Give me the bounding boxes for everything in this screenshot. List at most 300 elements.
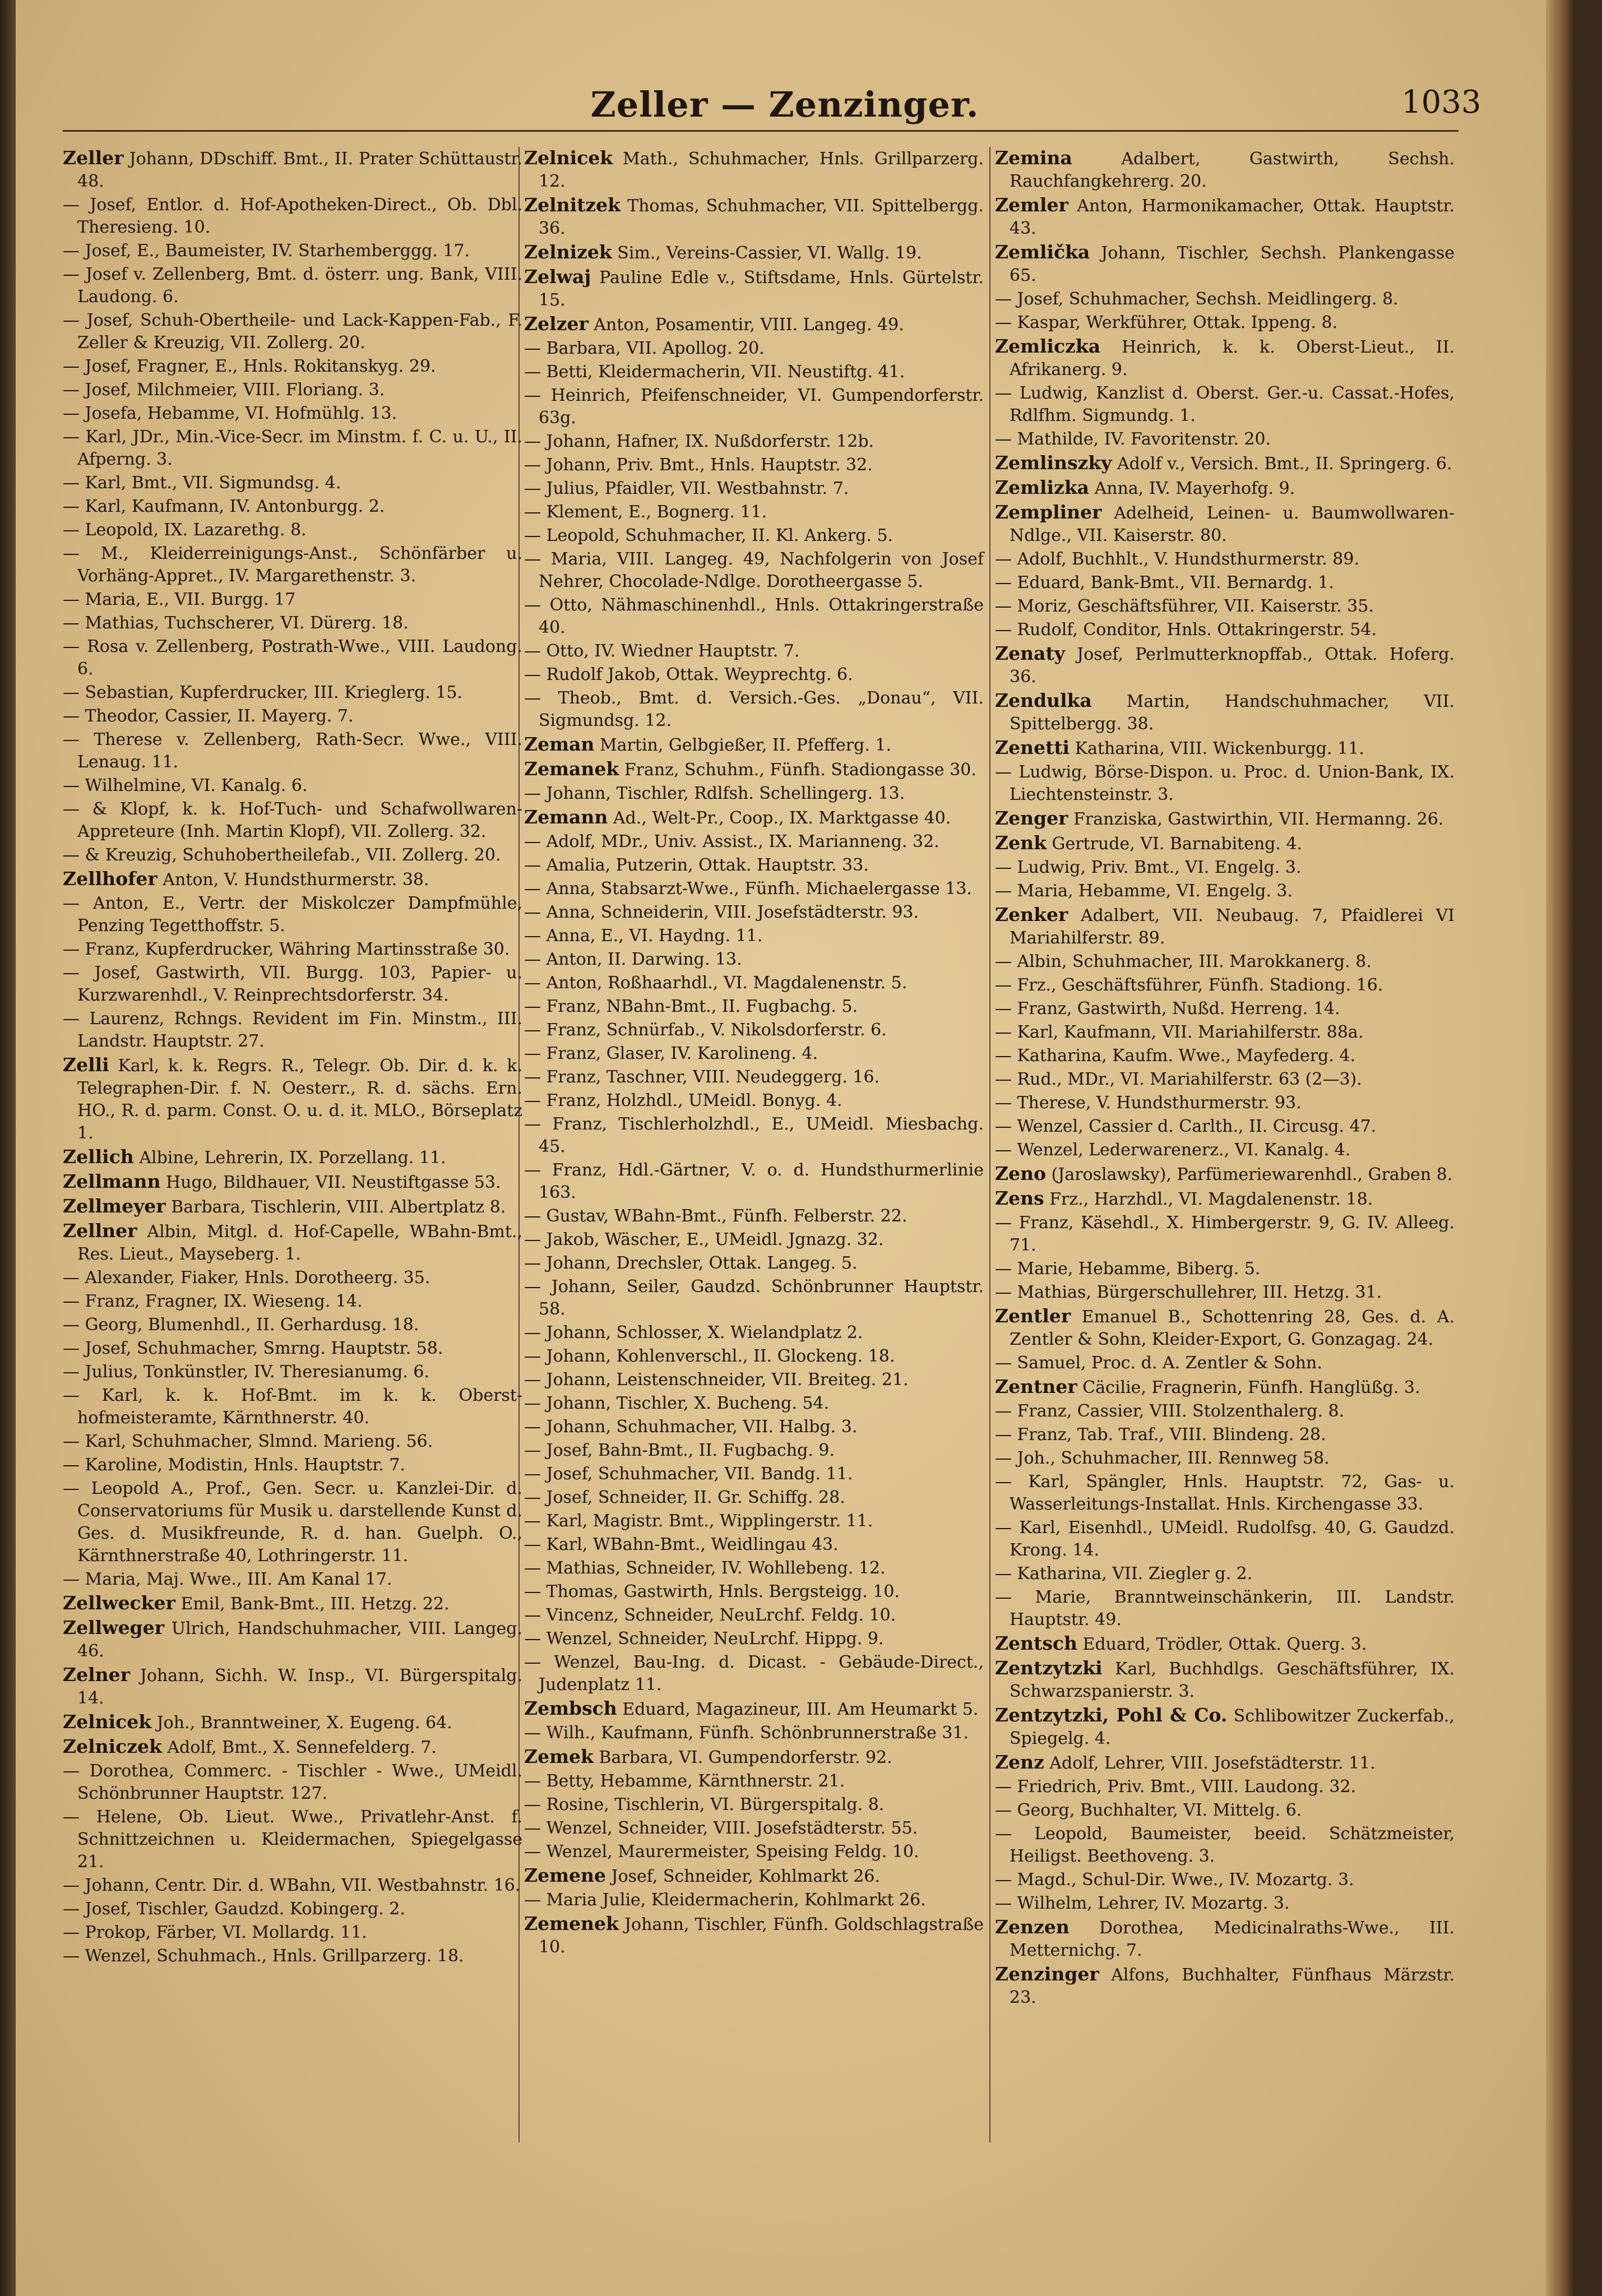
directory-entry (63, 402, 522, 425)
entry-text: — Anton, Roßhaarhdl., VI. Magdalenenstr. 5. (524, 973, 908, 993)
entry-text: — Johann, Schlosser, X. Wielandplatz 2. (524, 1323, 863, 1343)
entry-text: — Johann, Kohlenverschl., II. Glockeng. 18. (524, 1346, 895, 1366)
directory-entry (63, 1146, 522, 1169)
entry-text: — Ludwig, Priv. Bmt., VI. Engelg. 3. (995, 858, 1302, 877)
directory-entry (995, 1352, 1455, 1374)
directory-entry (63, 1568, 522, 1591)
entry-text: — Josef, E., Baumeister, IV. Starhemberggg. 17. (63, 241, 470, 261)
entry-text: — Franz, Taschner, VIII. Neudeggerg. 16. (524, 1067, 880, 1087)
directory-entry (995, 1632, 1455, 1656)
entry-surname: Zemek (524, 1746, 594, 1767)
entry-text: — Josef, Milchmeier, VIII. Floriang. 3. (63, 380, 385, 400)
entry-text: — Prokop, Färber, VI. Mollardg. 11. (63, 1923, 367, 1942)
entry-text: — Samuel, Proc. d. A. Zentler & Sohn. (995, 1353, 1322, 1373)
directory-entry (63, 263, 522, 308)
directory-entry (524, 266, 984, 312)
entry-surname: Zentner (995, 1376, 1077, 1397)
entry-text: — Josef, Schneider, II. Gr. Schiffg. 28. (524, 1488, 845, 1507)
entry-text: — Josef, Bahn-Bmt., II. Fugbachg. 9. (524, 1441, 835, 1460)
entry-surname: Zeno (995, 1163, 1047, 1184)
entry-text: — Thomas, Gastwirth, Hnls. Bergsteigg. 10. (524, 1582, 900, 1601)
entry-text: — Karl, Bmt., VII. Sigmundsg. 4. (63, 473, 341, 493)
entry-text: Johann, Tischler, Fünfh. Goldschlagstraße 10. (539, 1915, 984, 1957)
entry-text: — Johann, Leistenschneider, VII. Breiteg. 21. (524, 1370, 909, 1390)
directory-entry (524, 1770, 984, 1793)
entry-text: Albin, Mitgl. d. Hof-Capelle, WBahn-Bmt., Res. Lieut., Mayseberg. 1. (77, 1222, 522, 1264)
directory-entry (63, 682, 522, 704)
entry-text: — Julius, Pfaidler, VII. Westbahnstr. 7. (524, 479, 849, 498)
directory-entry (63, 147, 522, 193)
entry-text: — Ludwig, Börse-Dispon. u. Proc. d. Union-Bank, IX. Liechtensteinstr. 3. (995, 762, 1455, 804)
directory-entry (995, 619, 1455, 641)
entry-text: — Kaspar, Werkführer, Ottak. Ippeng. 8. (995, 313, 1338, 332)
entry-text: Josef, Schneider, Kohlmarkt 26. (611, 1867, 881, 1886)
entry-text: Josef, Perlmutterknopffab., Ottak. Hoferg. 36. (1010, 645, 1455, 687)
page-number: 1033 (1401, 84, 1481, 121)
directory-entry (524, 1651, 984, 1696)
directory-entry (63, 1922, 522, 1944)
directory-entry (524, 878, 984, 900)
entry-surname: Zemler (995, 194, 1068, 216)
directory-entry (995, 147, 1455, 193)
entry-text: Johann, Sichh. W. Insp., VI. Bürgerspitalg. 14. (77, 1666, 523, 1708)
entry-text: — Katharina, Kaufm. Wwe., Mayfederg. 4. (995, 1046, 1356, 1066)
directory-entry (524, 1841, 984, 1863)
entry-surname: Zenzen (995, 1916, 1069, 1938)
entry-text: — Helene, Ob. Lieut. Wwe., Privatlehr-Anst. f. Schnittzeichnen u. Kleidermachen, Spiegelgasse 21. (63, 1807, 522, 1872)
entry-text: — Leopold A., Prof., Gen. Secr. u. Kanzlei-Dir. d. Conservatoriums für Musik u. darstellende Kunst d. Ges. d. Musikfreunde, R. d. han. Guelph. O., Kärnthnerstraße 40, Lothringerstr. 11. (63, 1479, 522, 1566)
directory-entry (63, 1361, 522, 1383)
directory-entry (524, 194, 984, 240)
entry-surname: Zenk (995, 832, 1047, 854)
entry-text: Math., Schuhmacher, Hnls. Grillparzerg. 12. (539, 149, 984, 191)
entry-surname: Zentsch (995, 1632, 1077, 1654)
entry-surname: Zemann (524, 806, 608, 828)
directory-entry (524, 783, 984, 805)
directory-entry (524, 854, 984, 877)
entry-text: — Karoline, Modistin, Hnls. Hauptstr. 7. (63, 1455, 405, 1475)
entry-text: Martin, Gelbgießer, II. Pfefferg. 1. (599, 735, 892, 755)
directory-entry (524, 733, 984, 757)
directory-entry (63, 194, 522, 239)
entry-text: Albine, Lehrerin, IX. Porzellang. 11. (139, 1148, 446, 1168)
entry-text: — Joh., Schuhmacher, III. Rennweg 58. (995, 1448, 1330, 1468)
entry-text: — Friedrich, Priv. Bmt., VIII. Laudong. 32. (995, 1777, 1356, 1797)
entry-text: — Amalia, Putzerin, Ottak. Hauptstr. 33. (524, 855, 869, 875)
entry-text: — Mathilde, IV. Favoritenstr. 20. (995, 429, 1271, 449)
entry-text: — Franz, NBahn-Bmt., II. Fugbachg. 5. (524, 997, 858, 1016)
directory-entry (524, 1534, 984, 1556)
directory-entry (63, 962, 522, 1007)
directory-entry (524, 1322, 984, 1344)
entry-surname: Zelwaj (524, 266, 591, 288)
entry-surname: Zemlinszky (995, 452, 1112, 474)
entry-surname: Zellner (63, 1220, 137, 1242)
entry-text: — Josef, Gastwirth, VII. Burgg. 103, Papier- u. Kurzwarenhdl., V. Reinprechtsdorferstr. 34. (63, 963, 522, 1005)
entry-text: — Alexander, Fiaker, Hnls. Dorotheerg. 35. (63, 1268, 430, 1288)
entry-surname: Zentler (995, 1305, 1071, 1327)
entry-text: — Karl, JDr., Min.-Vice-Secr. im Minstm. f. C. u. U., II. Afperng. 3. (63, 427, 522, 469)
directory-entry (995, 1305, 1455, 1351)
entry-text: — Wilhelm, Lehrer, IV. Mozartg. 3. (995, 1894, 1290, 1913)
directory-entry (63, 1337, 522, 1360)
directory-entry (63, 309, 522, 354)
directory-entry (524, 241, 984, 265)
directory-entry (63, 1314, 522, 1336)
directory-entry (524, 1581, 984, 1603)
entry-text: Anton, V. Hundsthurmerstr. 38. (163, 870, 429, 890)
directory-entry (995, 880, 1455, 902)
directory-entry (524, 1019, 984, 1041)
entry-text: Adolf, Lehrer, VIII. Josefstädterstr. 11. (1049, 1753, 1376, 1773)
directory-entry (524, 948, 984, 971)
entry-text: — Josef, Tischler, Gaudzd. Kobingerg. 2. (63, 1899, 405, 1919)
entry-surname: Zenz (995, 1751, 1044, 1773)
entry-text: — Maria Julie, Kleidermacherin, Kohlmarkt 26. (524, 1890, 926, 1910)
page-edge (1546, 0, 1574, 2296)
entry-text: — Franz, Tab. Traf., VIII. Blindeng. 28. (995, 1425, 1326, 1445)
entry-text: — Karl, Kaufmann, VII. Mariahilferstr. 88a. (995, 1022, 1364, 1042)
directory-entry (995, 904, 1455, 950)
entry-text: — Gustav, WBahn-Bmt., Fünfh. Felberstr. 22. (524, 1206, 908, 1226)
entry-text: — Franz, Cassier, VIII. Stolzenthalerg. 8. (995, 1401, 1345, 1421)
directory-entry (995, 1447, 1455, 1470)
entry-surname: Zelner (63, 1664, 130, 1686)
entry-text: Adalbert, Gastwirth, Sechsh. Rauchfangkehrerg. 20. (1010, 149, 1455, 191)
directory-entry (524, 1229, 984, 1251)
directory-entry (524, 1205, 984, 1228)
entry-surname: Zeller (63, 147, 124, 169)
directory-entry (995, 1916, 1455, 1962)
directory-entry (524, 147, 984, 193)
entry-surname: Zellich (63, 1146, 134, 1168)
directory-entry (995, 312, 1455, 334)
entry-text: Dorothea, Medicinalraths-Wwe., III. Metternichg. 7. (1010, 1918, 1455, 1960)
entry-text: — Wenzel, Lederwarenerz., VI. Kanalg. 4. (995, 1140, 1351, 1160)
directory-entry (995, 1869, 1455, 1891)
entry-text: Ulrich, Handschuhmacher, VIII. Langeg. 46. (77, 1619, 523, 1661)
entry-text: — Theodor, Cassier, II. Mayerg. 7. (63, 706, 354, 726)
entry-text: — Klement, E., Bognerg. 11. (524, 502, 767, 522)
directory-entry (524, 1722, 984, 1744)
entry-text: — Wenzel, Schneider, VIII. Josefstädterstr. 55. (524, 1818, 918, 1838)
directory-entry (524, 972, 984, 994)
entry-text: — Rudolf Jakob, Ottak. Weyprechtg. 6. (524, 665, 853, 684)
entry-text: — Maria, Hebamme, VI. Engelg. 3. (995, 881, 1293, 901)
entry-text: — Theob., Bmt. d. Versich.-Ges. „Donau“, VII. Sigmundsg. 12. (524, 688, 984, 730)
entry-text: Karl, k. k. Regrs. R., Telegr. Ob. Dir. d. k. k. Telegraphen-Dir. f. N. Oesterr., R. d. sächs. Ern. HO., R. d. parm. Const. O. u. d. it. MLO., Börseplatz 1. (77, 1056, 522, 1143)
directory-entry (524, 548, 984, 593)
entry-text: Anton, Posamentir, VIII. Langeg. 49. (594, 315, 904, 335)
directory-entry (524, 925, 984, 947)
entry-text: Gertrude, VI. Barnabiteng. 4. (1052, 834, 1303, 854)
directory-entry (524, 1345, 984, 1368)
entry-text: Schlibowitzer Zuckerfab., Spiegelg. 4. (1010, 1706, 1455, 1748)
directory-entry (524, 1439, 984, 1462)
entry-text: — Laurenz, Rchngs. Revident im Fin. Minstm., III. Landstr. Hauptstr. 27. (63, 1009, 522, 1051)
directory-entry (524, 640, 984, 663)
directory-entry (63, 1760, 522, 1805)
entry-text: — Johann, Centr. Dir. d. WBahn, VII. Westbahnstr. 16. (63, 1876, 521, 1895)
entry-surname: Zelli (63, 1054, 109, 1076)
directory-entry (63, 1478, 522, 1567)
directory-entry (63, 1454, 522, 1476)
entry-text: — Frz., Geschäftsführer, Fünfh. Stadiong. 16. (995, 975, 1383, 995)
directory-entry (995, 998, 1455, 1020)
entry-surname: Zellhofer (63, 868, 158, 890)
directory-entry (995, 1212, 1455, 1257)
directory-entry (524, 664, 984, 686)
entry-text: — Otto, IV. Wiedner Hauptstr. 7. (524, 641, 800, 661)
directory-entry (63, 1267, 522, 1289)
directory-entry (524, 454, 984, 476)
directory-entry (63, 1898, 522, 1920)
entry-text: — Maria, VIII. Langeg. 49, Nachfolgerin von Josef Nehrer, Chocolade-Ndlge. Dorotheergasse 5. (524, 549, 984, 591)
entry-text: Pauline Edle v., Stiftsdame, Hnls. Gürtelstr. 15. (539, 268, 984, 310)
directory-entry (63, 1711, 522, 1734)
directory-entry (524, 478, 984, 500)
entry-text: Alfons, Buchhalter, Fünfhaus Märzstr. 23. (1010, 1965, 1455, 2007)
entry-text: — Katharina, VII. Ziegler g. 2. (995, 1564, 1253, 1584)
directory-entry (524, 1628, 984, 1650)
directory-entry (63, 844, 522, 867)
directory-entry (995, 1092, 1455, 1114)
entry-surname: Zellmeyer (63, 1195, 166, 1217)
entry-text: — Anna, Stabsarzt-Wwe., Fünfh. Michaelergasse 13. (524, 879, 972, 899)
entry-text: Joh., Branntweiner, X. Eugeng. 64. (156, 1713, 452, 1733)
entry-text: Eduard, Magazineur, III. Am Heumarkt 5. (622, 1700, 979, 1719)
directory-entry (524, 1746, 984, 1769)
entry-text: Emanuel B., Schottenring 28, Ges. d. A. Zentler & Sohn, Kleider-Export, G. Gonzagag. 24. (1010, 1307, 1455, 1349)
entry-text: — Georg, Buchhalter, VI. Mittelg. 6. (995, 1800, 1302, 1820)
entry-surname: Zentzytzki (995, 1657, 1103, 1679)
directory-entry (63, 240, 522, 262)
directory-entry (524, 430, 984, 453)
entry-text: — Johann, Tischler, X. Bucheng. 54. (524, 1394, 830, 1413)
entry-text: Martin, Handschuhmacher, VII. Spittelbergg. 38. (1010, 692, 1455, 734)
entry-text: — Moriz, Geschäftsführer, VII. Kaiserstr. 35. (995, 596, 1374, 616)
entry-text: Adolf, Bmt., X. Sennefelderg. 7. (167, 1738, 437, 1757)
entry-text: Emil, Bank-Bmt., III. Hetzg. 22. (180, 1594, 450, 1614)
directory-entry (63, 379, 522, 401)
directory-entry (524, 806, 984, 830)
entry-text: — Franz, Kupferdrucker, Währing Martinsstraße 30. (63, 939, 510, 959)
entry-text: — Franz, Schnürfab., V. Nikolsdorferstr. 6. (524, 1020, 887, 1040)
entry-text: — Johann, Drechsler, Ottak. Langeg. 5. (524, 1253, 858, 1273)
entry-text: — Maria, Maj. Wwe., III. Am Kanal 17. (63, 1570, 392, 1589)
entry-text: — Mathias, Tuchscherer, VI. Dürerg. 18. (63, 613, 409, 633)
directory-entry (63, 1008, 522, 1053)
entry-text: — Wenzel, Maurermeister, Speising Feldg. 10. (524, 1842, 919, 1862)
directory-entry (995, 1799, 1455, 1822)
directory-entry (524, 1416, 984, 1438)
directory-entry (995, 1657, 1455, 1703)
entry-text: — Betty, Hebamme, Kärnthnerstr. 21. (524, 1771, 845, 1791)
directory-entry (995, 1424, 1455, 1446)
entry-text: — Rudolf, Conditor, Hnls. Ottakringerstr. 54. (995, 620, 1377, 640)
entry-text: — Anna, E., VI. Haydng. 11. (524, 926, 763, 946)
directory-entry (995, 642, 1455, 688)
directory-entry (995, 1471, 1455, 1516)
entry-surname: Zelnizek (524, 241, 612, 263)
entry-text: — Vincenz, Schneider, NeuLrchf. Feldg. 10. (524, 1605, 896, 1625)
entry-text: — Karl, k. k. Hof-Bmt. im k. k. Oberst-hofmeisteramte, Kärnthnerstr. 40. (63, 1386, 522, 1428)
directory-entry (995, 857, 1455, 879)
directory-entry (524, 1604, 984, 1627)
entry-text: — Julius, Tonkünstler, IV. Theresianumg. 6. (63, 1362, 430, 1382)
entry-text: — Wenzel, Schuhmach., Hnls. Grillparzerg. 18. (63, 1946, 464, 1966)
entry-text: — Johann, Hafner, IX. Nußdorferstr. 12b. (524, 432, 874, 451)
directory-entry (63, 798, 522, 843)
column-2 (524, 147, 984, 1960)
directory-entry (524, 1276, 984, 1321)
entry-text: — & Kreuzig, Schuhobertheilefab., VII. Zollerg. 20. (63, 845, 501, 865)
entry-text: — Sebastian, Kupferdrucker, III. Krieglerg. 15. (63, 683, 463, 702)
entry-surname: Zellweger (63, 1617, 165, 1638)
directory-entry (995, 1563, 1455, 1585)
directory-entry (63, 1945, 522, 1968)
directory-entry (995, 1376, 1455, 1399)
entry-text: — Josef, Schuhmacher, Smrng. Hauptstr. 58. (63, 1339, 443, 1358)
directory-entry (995, 737, 1455, 760)
entry-text: — Karl, Magistr. Bmt., Wipplingerstr. 11. (524, 1511, 873, 1531)
directory-entry (524, 1463, 984, 1485)
directory-entry (524, 901, 984, 924)
entry-text: — Franz, Hdl.-Gärtner, V. o. d. Hundsthurmerlinie 163. (524, 1160, 984, 1202)
entry-surname: Zemene (524, 1864, 606, 1886)
directory-entry (524, 1487, 984, 1509)
directory-entry (63, 472, 522, 494)
entry-text: — Magd., Schul-Dir. Wwe., IV. Mozartg. 3. (995, 1870, 1354, 1890)
entry-text: — Karl, Schuhmacher, Slmnd. Marieng. 56. (63, 1432, 433, 1451)
directory-entry (63, 1592, 522, 1615)
entry-text: Barbara, VI. Gumpendorferstr. 92. (599, 1748, 892, 1767)
entry-surname: Zenker (995, 904, 1068, 925)
directory-entry (63, 1220, 522, 1266)
entry-text: Adalbert, VII. Neubaug. 7, Pfaidlerei VI Mariahilferstr. 89. (1010, 906, 1455, 948)
directory-entry (524, 1043, 984, 1065)
directory-entry (995, 1751, 1455, 1775)
entry-text: — Mathias, Bürgerschullehrer, III. Hetzg. 31. (995, 1283, 1382, 1302)
entry-surname: Zellmann (63, 1170, 161, 1192)
directory-entry (524, 1510, 984, 1533)
entry-surname: Zemina (995, 147, 1072, 169)
entry-surname: Zelnitzek (524, 194, 621, 216)
entry-surname: Zempliner (995, 501, 1102, 523)
directory-entry (995, 476, 1455, 500)
entry-text: — Franz, Tischlerholzhdl., E., UMeidl. Miesbachg. 45. (524, 1114, 984, 1156)
entry-text: — Franz, Fragner, IX. Wieseng. 14. (63, 1292, 363, 1311)
directory-entry (63, 775, 522, 797)
entry-text: — Leopold, IX. Lazarethg. 8. (63, 520, 307, 540)
directory-entry (63, 1806, 522, 1873)
entry-text: — Johann, Priv. Bmt., Hnls. Hauptstr. 32. (524, 455, 873, 475)
entry-surname: Zelniczek (63, 1735, 162, 1757)
entry-text: — Otto, Nähmaschinenhdl., Hnls. Ottakringerstraße 40. (524, 595, 984, 637)
directory-entry (995, 1963, 1455, 2009)
directory-entry (995, 1823, 1455, 1868)
entry-text: Anna, IV. Mayerhofg. 9. (1094, 479, 1295, 498)
directory-entry (995, 1187, 1455, 1211)
directory-entry (63, 1290, 522, 1313)
entry-text: Cäcilie, Fragnerin, Fünfh. Hanglüßg. 3. (1082, 1378, 1420, 1397)
directory-entry (995, 1400, 1455, 1423)
entry-text: (Jaroslawsky), Parfümeriewarenhdl., Graben 8. (1051, 1165, 1453, 1184)
header-rule (63, 130, 1459, 132)
directory-entry (524, 361, 984, 383)
directory-entry (995, 1517, 1455, 1562)
entry-text: Franz, Schuhm., Fünfh. Stadiongasse 30. (624, 760, 976, 780)
entry-text: — Rosa v. Zellenberg, Postrath-Wwe., VIII. Laudong. 6. (63, 637, 522, 679)
entry-text: — Josef, Entlor. d. Hof-Apotheken-Direct., Ob. Dbl. Theresieng. 10. (63, 195, 522, 237)
directory-entry (995, 288, 1455, 311)
directory-entry (63, 729, 522, 774)
directory-entry (524, 594, 984, 639)
entry-text: — Ludwig, Kanzlist d. Oberst. Ger.-u. Cassat.-Hofes, Rdlfhm. Sigmundg. 1. (995, 383, 1455, 425)
entry-surname: Zembsch (524, 1697, 617, 1719)
directory-entry (995, 428, 1455, 451)
directory-entry (524, 1913, 984, 1959)
entry-text: — Josef, Schuh-Obertheile- und Lack-Kappen-Fab., F. Zeller & Kreuzig, VII. Zollerg. 20. (63, 311, 522, 353)
directory-entry (995, 194, 1455, 240)
directory-entry (524, 1794, 984, 1816)
directory-entry (63, 892, 522, 937)
entry-text: Franziska, Gastwirthin, VII. Hermanng. 26. (1073, 809, 1444, 829)
directory-entry (524, 1066, 984, 1089)
directory-entry (524, 1113, 984, 1158)
entry-text: Katharina, VIII. Wickenburgg. 11. (1075, 739, 1364, 758)
directory-entry (995, 1281, 1455, 1304)
entry-surname: Zelnicek (63, 1711, 152, 1733)
entry-text: Adelheid, Leinen- u. Baumwollwaren-Ndlge., VII. Kaiserstr. 80. (1010, 503, 1455, 545)
entry-surname: Zenetti (995, 737, 1070, 758)
directory-entry (63, 1874, 522, 1897)
directory-entry (995, 807, 1455, 831)
directory-entry (995, 1586, 1455, 1631)
directory-entry (63, 612, 522, 635)
entry-text: — Franz, Käsehdl., X. Himbergerstr. 9, G. IV. Alleeg. 71. (995, 1213, 1455, 1255)
directory-entry (995, 689, 1455, 735)
directory-entry (995, 1045, 1455, 1067)
directory-entry (524, 996, 984, 1018)
directory-entry (63, 938, 522, 961)
entry-text: — Leopold, Baumeister, beeid. Schätzmeister, Heiligst. Beethoveng. 3. (995, 1824, 1455, 1866)
entry-text: — Eduard, Bank-Bmt., VII. Bernardg. 1. (995, 573, 1334, 592)
entry-text: — Franz, Glaser, IV. Karolineng. 4. (524, 1044, 818, 1063)
entry-surname: Zenger (995, 807, 1068, 829)
entry-text: Hugo, Bildhauer, VII. Neustiftgasse 53. (166, 1173, 501, 1192)
entry-text: — Josef, Schuhmacher, Sechsh. Meidlingerg. 8. (995, 289, 1399, 309)
directory-entry (995, 832, 1455, 855)
entry-text: — Adolf, MDr., Univ. Assist., IX. Marianneng. 32. (524, 832, 939, 851)
entry-text: — Josefa, Hebamme, VI. Hofmühlg. 13. (63, 404, 397, 423)
entry-text: — Therese, V. Hundsthurmerstr. 93. (995, 1093, 1302, 1113)
directory-entry (524, 525, 984, 547)
directory-entry (524, 1090, 984, 1112)
book-gutter (0, 0, 16, 2296)
directory-entry (63, 1170, 522, 1194)
directory-entry (995, 1892, 1455, 1915)
directory-entry (995, 501, 1455, 547)
directory-entry (524, 501, 984, 524)
directory-entry (63, 589, 522, 611)
entry-text: — Betti, Kleidermacherin, VII. Neustiftg. 41. (524, 362, 905, 382)
directory-entry (995, 595, 1455, 618)
directory-entry (524, 687, 984, 732)
directory-entry (995, 1139, 1455, 1161)
entry-text: — Mathias, Schneider, IV. Wohllebeng. 12. (524, 1558, 886, 1578)
entry-text: — Maria, E., VII. Burgg. 17 (63, 590, 296, 609)
